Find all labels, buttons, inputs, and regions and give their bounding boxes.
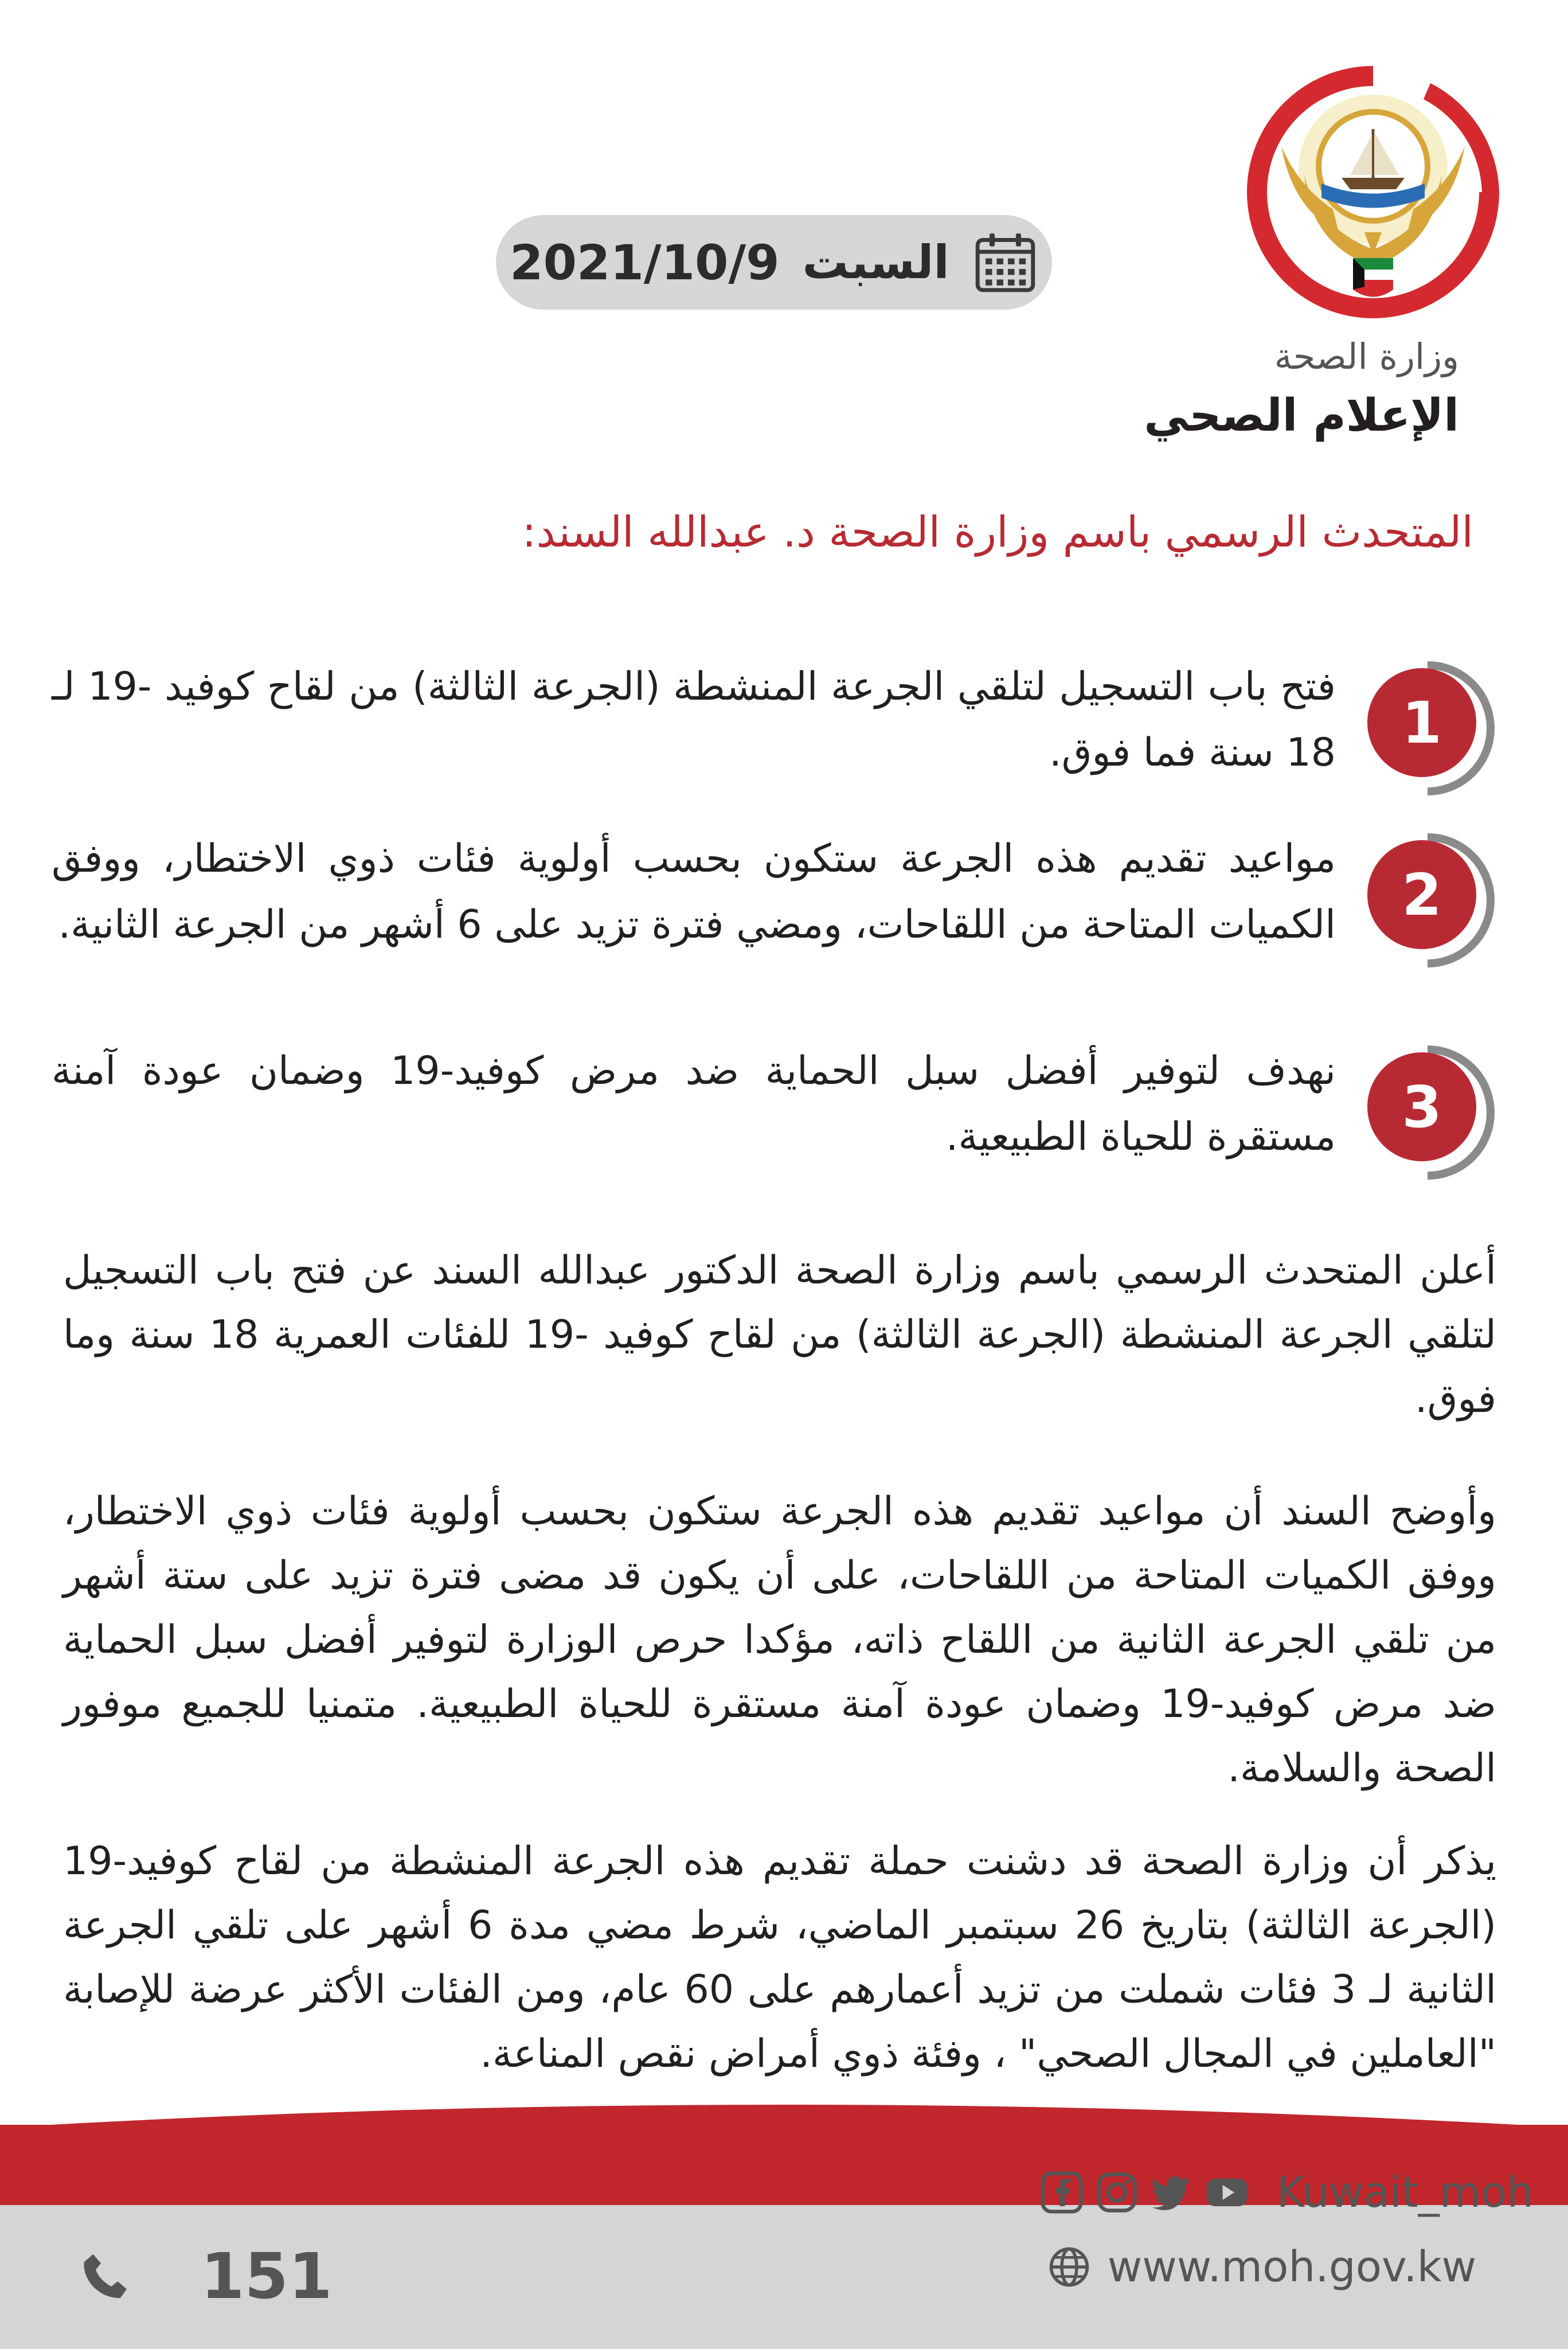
number-badge <box>1350 654 1499 803</box>
hotline <box>80 2239 333 2313</box>
ministry-name: وزارة الصحة <box>1274 335 1459 377</box>
hotline-number[interactable]: 151 <box>201 2239 333 2313</box>
website-link <box>1048 2242 1476 2292</box>
speaker-title: المتحدث الرسمي باسم وزارة الصحة د. عبدالله السند: <box>522 508 1473 557</box>
youtube-icon[interactable] <box>1206 2171 1248 2214</box>
twitter-icon[interactable] <box>1151 2171 1193 2214</box>
paragraph-1: أعلن المتحدث الرسمي باسم وزارة الصحة الدكتور عبدالله السند عن فتح باب التسجيل لتلقي الجرعة المنشطة (الجرعة الثالثة) من لقاح كوفيد -19 للفئات العمرية 18 سنة وما فوق. <box>63 1248 1497 1422</box>
number-circle: 1 <box>1367 668 1476 777</box>
date-value: 2021/10/9 <box>510 234 780 291</box>
point-text: نهدف لتوفير أفضل سبل الحماية ضد مرض كوفيد-19 وضمان عودة آمنة مستقرة للحياة الطبيعية. <box>52 1048 1336 1160</box>
facebook-icon[interactable] <box>1041 2171 1083 2214</box>
website-url[interactable]: www.moh.gov.kw <box>1107 2242 1476 2292</box>
number-badge <box>1350 1038 1499 1187</box>
number-circle: 3 <box>1367 1052 1476 1161</box>
social-handle[interactable]: Kuwait_moh <box>1276 2168 1534 2217</box>
calendar-icon <box>972 229 1038 295</box>
point-text: مواعيد تقديم هذه الجرعة ستكون بحسب أولوية فئات ذوي الاختطار، ووفق الكميات المتاحة من اللقاحات، ومضي فترة تزيد على 6 أشهر من الجرعة الثانية. <box>52 836 1336 947</box>
paragraph-3: يذكر أن وزارة الصحة قد دشنت حملة تقديم هذه الجرعة المنشطة من لقاح كوفيد-19 (الجرعة الثالثة) بتاريخ 26 سبتمبر الماضي، شرط مضي مدة 6 أشهر على تلقي الجرعة الثانية لـ 3 فئات شملت من تزيد أعمارهم على 60 عام، ومن الفئات الأكثر عرضة للإصابة "العاملين في المجال الصحي" ، وفئة ذوي أمراض نقص المناعة. <box>63 1839 1497 2077</box>
instagram-icon[interactable] <box>1096 2171 1138 2214</box>
number-badge <box>1350 826 1499 975</box>
point-text: فتح باب التسجيل لتلقي الجرعة المنشطة (الجرعة الثالثة) من لقاح كوفيد -19 لـ 18 سنة فما فوق. <box>52 664 1336 775</box>
ministry-logo <box>1241 60 1505 324</box>
phone-icon <box>80 2250 132 2302</box>
globe-icon <box>1048 2246 1090 2288</box>
number-circle: 2 <box>1367 840 1476 949</box>
footer-curve <box>0 2093 1568 2162</box>
paragraph-2: وأوضح السند أن مواعيد تقديم هذه الجرعة ستكون بحسب أولوية فئات ذوي الاختطار، ووفق الكميات المتاحة من اللقاحات، على أن يكون قد مضى فترة تزيد على ستة أشهر من تلقي الجرعة الثانية من اللقاح ذاته، مؤكدا حرص الوزارة لتوفير أفضل سبل الحماية ضد مرض كوفيد-19 وضمان عودة آمنة مستقرة للحياة الطبيعية. متمنيا للجميع موفور الصحة والسلامة. <box>63 1489 1496 1791</box>
date-banner <box>496 215 1052 310</box>
department-name: الإعلام الصحي <box>1144 390 1459 442</box>
date-day: السبت <box>802 236 949 289</box>
social-links <box>1041 2168 1534 2217</box>
